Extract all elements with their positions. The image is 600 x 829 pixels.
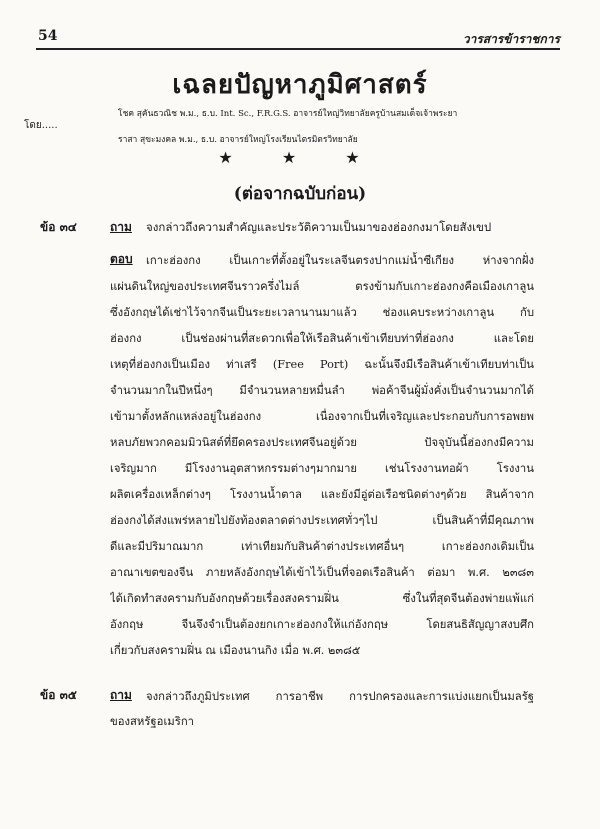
author-line: ราสา สุขะมงคล พ.ม., ธ.บ. อาจารย์ใหญ่โรงเรียนไตรมิตรวิทยาลัย: [118, 135, 358, 145]
question-text: ของสหรัฐอเมริกา: [110, 715, 195, 728]
byline-label: โดย.....: [24, 120, 58, 131]
question-label: ถาม: [110, 220, 132, 234]
continued-note: (ต่อจากฉบับก่อน): [233, 184, 367, 204]
running-header: [36, 26, 560, 50]
running-title: วารสารข้าราชการ: [462, 32, 560, 46]
answer-line: เจริญมาก มีโรงงานอุตสาหกรรมต่างๆมากมาย เช่นโรงงานทอผ้า โรงงาน: [110, 462, 534, 475]
answer-line: ซึ่งอังกฤษได้เช่าไว้จากจีนเป็นระยะเวลานานมาแล้ว ช่องแคบระหว่างเกาลูน กับ: [110, 306, 534, 319]
answer-line: อาณาเขตของจีน ภายหลังอังกฤษได้เข้าไว้เป็นที่จอดเรือสินค้า ต่อมา พ.ศ. ๒๓๘๓: [110, 566, 534, 579]
article-title: เฉลยปัญหาภูมิศาสตร์: [172, 70, 428, 100]
answer-line: ดีและมีปริมาณมาก เท่าเทียมกับสินค้าต่างประเทศอื่นๆ เกาะฮ่องกงเดิมเป็น: [110, 540, 534, 553]
question-text: จงกล่าวถึงความสำคัญและประวัติความเป็นมาของฮ่องกงมาโดยสังเขป: [146, 220, 492, 234]
answer-line: ผลิตเครื่องเหล็กต่างๆ โรงงานน้ำตาล และยังมีอู่ต่อเรือชนิดต่างๆด้วย สินค้าจาก: [110, 488, 534, 501]
star-ornament: ★ ★ ★: [218, 148, 382, 167]
question-number: ข้อ ๓๕: [40, 688, 77, 702]
answer-line: เกี่ยวกับสงครามฝิ่น ณ เมืองนานกิง เมื่อ พ.ศ. ๒๓๘๕: [110, 644, 361, 657]
answer-line: จำนวนมากในปีหนึ่งๆ มีจำนวนหลายหมื่นลำ พ่อค้าจีนผู้มั่งคั่งเป็นจำนวนมากได้: [110, 384, 534, 397]
answer-line: เกาะฮ่องกง เป็นเกาะที่ตั้งอยู่ในระเลจีนตรงปากแม่น้ำซีเกียง ห่างจากฝั่ง: [146, 254, 534, 267]
question-text: จงกล่าวถึงภูมิประเทศ การอาชีพ การปกครองและการแบ่งแยกเป็นมลรัฐ: [146, 690, 534, 703]
question-number: ข้อ ๓๔: [40, 220, 77, 234]
answer-line: ฮ่องกง เป็นช่องผ่านที่สะดวกเพื่อให้เรือสินค้าเข้าเทียบท่าที่ฮ่องกง และโดย: [110, 332, 534, 345]
answer-line: หลบภัยพวกคอมมิวนิสต์ที่ยึดครองประเทศจีนอยู่ด้วย ปัจจุบันนี้ฮ่องกงมีความ: [110, 436, 534, 449]
answer-label: ตอบ: [110, 252, 133, 266]
answer-line: ได้เกิดทำสงครามกับอังกฤษด้วยเรื่องสงครามฝิ่น ซึ่งในที่สุดจีนต้องพ่ายแพ้แก่: [110, 592, 534, 605]
answer-line: เข้ามาตั้งหลักแหล่งอยู่ในฮ่องกง เนื่องจากเป็นที่เจริญและประกอบกับการอพยพ: [110, 410, 534, 423]
answer-line: แผ่นดินใหญ่ของประเทศจีนราวครึ่งไมล์ ตรงข้ามกับเกาะฮ่องกงคือเมืองเกาลูน: [110, 280, 534, 293]
question-label: ถาม: [110, 688, 132, 702]
answer-line: อังกฤษ จีนจึงจำเป็นต้องยกเกาะฮ่องกงให้แก่อังกฤษ โดยสนธิสัญญาสงบศึก: [110, 618, 534, 631]
page-number: 54: [38, 28, 58, 44]
author-line: โชค สุคันธวณิช พ.ม., ธ.บ. Int. Sc., F.R.G.S. อาจารย์ใหญ่วิทยาลัยครูบ้านสมเด็จเจ้าพระยา: [118, 109, 458, 119]
answer-line: ฮ่องกงได้ส่งแพร่หลายไปยังท้องตลาดต่างประเทศทั่วๆไป เป็นสินค้าที่มีคุณภาพ: [110, 514, 534, 527]
answer-line: เหตุที่ฮ่องกงเป็นเมือง ท่าเสรี (Free Port) ฉะนั้นจึงมีเรือสินค้าเข้าเทียบท่าเป็น: [110, 358, 534, 371]
